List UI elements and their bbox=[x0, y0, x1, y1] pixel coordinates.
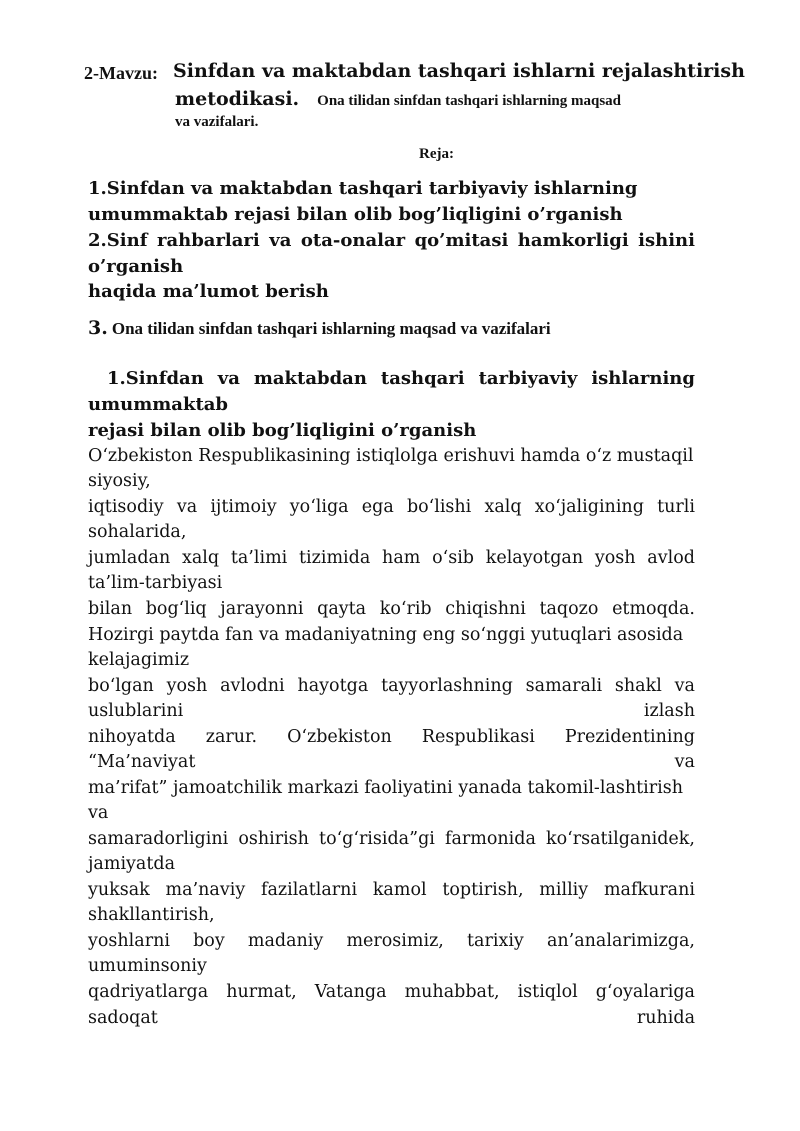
word: ota-onalar bbox=[300, 230, 406, 251]
word: ishlarning bbox=[591, 368, 695, 389]
word: qo’mitasi bbox=[414, 230, 509, 251]
body-line: yuksak ma’naviy fazilatlarni kamol toptirish, milliy mafkurani bbox=[88, 880, 695, 900]
body-line: shakllantirish, bbox=[88, 905, 215, 925]
plan-item-2-line-1 bbox=[88, 230, 695, 251]
body-line: ma’rifat” jamoatchilik markazi faoliyatini yanada takomil-lashtirish bbox=[88, 778, 683, 798]
body-line: O‘zbekiston Respublikasining istiqlolga erishuvi hamda o‘z mustaqil bbox=[88, 446, 694, 466]
body-line: yoshlarni boy madaniy merosimiz, tarixiy an’analarimizga, bbox=[88, 931, 695, 951]
word: 2.Sinf bbox=[88, 230, 148, 251]
body-line: sadoqat ruhida bbox=[88, 1008, 695, 1028]
page-title-line-3: va vazifalari. bbox=[175, 114, 259, 130]
body-line: qadriyatlarga hurmat, Vatanga muhabbat, istiqlol g‘oyalariga bbox=[88, 982, 695, 1002]
plan-item-3 bbox=[88, 317, 551, 339]
body-line: kelajagimiz bbox=[88, 650, 190, 670]
word: maktabdan bbox=[253, 368, 367, 389]
body-line: iqtisodiy va ijtimoiy yo‘liga ega bo‘lishi xalq xo‘jaligining turli bbox=[88, 497, 695, 517]
body-line: bilan bog‘liq jarayonni qayta ko‘rib chiqishni taqozo etmoqda. bbox=[88, 599, 695, 619]
plan-item-3-text: Ona tilidan sinfdan tashqari ishlarning maqsad va vazifalari bbox=[111, 319, 551, 338]
word: hamkorligi bbox=[517, 230, 629, 251]
topic-label: 2-Mavzu: bbox=[84, 63, 158, 83]
page-title-method: metodikasi. bbox=[175, 88, 300, 110]
word: 1.Sinfdan bbox=[107, 368, 204, 389]
section-heading-line-3: rejasi bilan olib bog’liqligini o’rganish bbox=[88, 420, 477, 441]
body-line: jamiyatda bbox=[88, 854, 176, 874]
body-line: siyosiy, bbox=[88, 471, 151, 491]
word: va bbox=[269, 230, 292, 251]
page-title-line-1: Sinfdan va maktabdan tashqari ishlarni rejalashtirish bbox=[173, 60, 745, 82]
plan-item-2-line-3: haqida ma’lumot berish bbox=[88, 281, 329, 302]
word: ishini bbox=[638, 230, 695, 251]
word: rahbarlari bbox=[156, 230, 260, 251]
plan-item-2-line-2: o’rganish bbox=[88, 256, 184, 277]
body-line: “Ma’naviyat va bbox=[88, 752, 695, 772]
body-line: nihoyatda zarur. O‘zbekiston Respublikasi Prezidentining bbox=[88, 727, 695, 747]
plan-item-1-line-2: umummaktab rejasi bilan olib bog’liqligini o’rganish bbox=[88, 204, 623, 225]
body-line: ta’lim-tarbiyasi bbox=[88, 573, 223, 593]
body-line: Hozirgi paytda fan va madaniyatning eng so‘nggi yutuqlari asosida bbox=[88, 625, 684, 645]
body-line: jumladan xalq ta’limi tizimida ham o‘sib kelayotgan yosh avlod bbox=[88, 548, 695, 568]
section-heading-line-2: umummaktab bbox=[88, 394, 229, 415]
body-line: samaradorligini oshirish to‘g‘risida”gi farmonida ko‘rsatilganidek, bbox=[88, 829, 695, 849]
plan-heading: Reja: bbox=[419, 146, 454, 162]
word: va bbox=[217, 368, 240, 389]
word: tarbiyaviy bbox=[478, 368, 578, 389]
body-line: umuminsoniy bbox=[88, 956, 207, 976]
plan-item-3-number: 3. bbox=[88, 317, 108, 339]
plan-item-1-line-1: 1.Sinfdan va maktabdan tashqari tarbiyaviy ishlarning bbox=[88, 178, 638, 199]
word: tashqari bbox=[380, 368, 465, 389]
body-line: va bbox=[88, 803, 109, 823]
page-title-subtitle: Ona tilidan sinfdan tashqari ishlarning maqsad bbox=[317, 93, 622, 109]
page-title-line-2 bbox=[175, 88, 621, 110]
section-heading-line-1 bbox=[107, 368, 695, 389]
body-line: uslublarini izlash bbox=[88, 701, 695, 721]
body-line: sohalarida, bbox=[88, 522, 187, 542]
body-line: bo‘lgan yosh avlodni hayotga tayyorlashning samarali shakl va bbox=[88, 676, 695, 696]
